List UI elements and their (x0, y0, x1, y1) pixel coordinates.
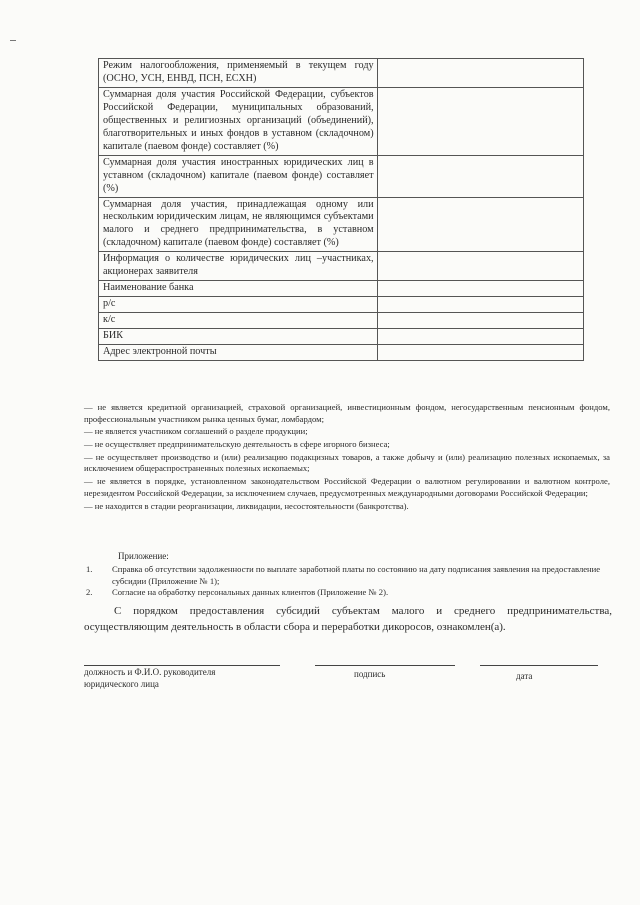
annex-item (84, 587, 610, 599)
field-value-cell[interactable] (377, 87, 583, 155)
date-label: дата (516, 671, 533, 681)
field-label: Суммарная доля участия Российской Федерации, субъектов Российской Федерации, муниципальных образований, общественных и религиозных организаций (объединений), благотворительных и иных фондов в уставном (складочном) капитале (паевом фонде) составляет (%) (99, 87, 378, 155)
field-value-cell[interactable] (377, 252, 583, 281)
annex-item-text: Справка об отсутствии задолженности по выплате заработной платы по состоянию на дату подписания заявления на предоставление субсидии (Приложение № 1); (112, 564, 601, 586)
table-row (99, 297, 584, 313)
table-row (99, 87, 584, 155)
declaration-item: — не находится в стадии реорганизации, ликвидации, несостоятельности (банкротства). (84, 500, 409, 511)
table-row (99, 197, 584, 252)
annex-item (84, 564, 610, 587)
field-value-cell[interactable] (377, 155, 583, 197)
declaration-item: — не является кредитной организацией, страховой организацией, инвестиционным фондом, негосударственным пенсионным фондом, профессиональным участником рынка ценных бумаг, ломбардом; (84, 402, 610, 424)
field-value-cell[interactable] (377, 281, 583, 297)
annex-item-text: Согласие на обработку персональных данных клиентов (Приложение № 2). (112, 587, 389, 598)
field-value-cell[interactable] (377, 313, 583, 329)
position-name-label: должность и Ф.И.О. руководителя юридического лица (84, 667, 216, 689)
declaration-item: — не осуществляет предпринимательскую деятельность в сфере игорного бизнеса; (84, 439, 390, 450)
annex-item-number: 2. (86, 587, 93, 598)
applicant-info-table (98, 58, 584, 361)
declaration-item: — не осуществляет производство и (или) реализацию подакцизных товаров, а также добычу и (или) реализацию полезных ископаемых, за исключением общераспространенных полезных ископаемых; (84, 451, 610, 474)
table-row (99, 155, 584, 197)
field-label: БИК (99, 329, 378, 345)
table-row (99, 329, 584, 345)
date-line[interactable] (480, 665, 598, 666)
field-label: Наименование банка (99, 281, 378, 297)
declaration-item: — не является в порядке, установленном законодательством Российской Федерации о валютном регулировании и валютном контроле, нерезидентом Российской Федерации, за исключением случаев, предусмотренных международными договорами Российской Федерации; (84, 476, 610, 498)
field-label: Суммарная доля участия иностранных юридических лиц в уставном (складочном) капитале (паевом фонде) составляет (%) (99, 155, 378, 197)
field-value-cell[interactable] (377, 297, 583, 313)
table-row (99, 313, 584, 329)
scan-speck (10, 40, 16, 41)
table-row (99, 252, 584, 281)
table-row (99, 345, 584, 361)
table-row (99, 59, 584, 88)
position-signature-line[interactable] (84, 665, 280, 666)
field-label: р/с (99, 297, 378, 313)
signature-label: подпись (354, 669, 386, 679)
field-value-cell[interactable] (377, 345, 583, 361)
annex-title: Приложение: (118, 551, 169, 561)
annex-list (84, 564, 610, 599)
field-label: к/с (99, 313, 378, 329)
applicant-declarations (84, 402, 610, 513)
declaration-item: — не является участником соглашений о разделе продукции; (84, 426, 308, 437)
field-label: Суммарная доля участия, принадлежащая одному или нескольким юридическим лицам, не являющимся субъектами малого и среднего предпринимательства, в уставном (складочном) капитале (паевом фонде) составляет (%) (99, 197, 378, 252)
field-value-cell[interactable] (377, 59, 583, 88)
field-value-cell[interactable] (377, 197, 583, 252)
field-label: Режим налогообложения, применяемый в текущем году (ОСНО, УСН, ЕНВД, ПСН, ЕСХН) (99, 59, 378, 88)
annex-item-number: 1. (86, 564, 93, 574)
field-label: Информация о количестве юридических лиц –участниках, акционерах заявителя (99, 252, 378, 281)
signature-line[interactable] (315, 665, 455, 666)
field-label: Адрес электронной почты (99, 345, 378, 361)
table-row (99, 281, 584, 297)
field-value-cell[interactable] (377, 329, 583, 345)
acknowledgement-statement: С порядком предоставления субсидий субъектам малого и среднего предпринимательства, осуществляющим деятельность в области сбора и переработки дикоросов, ознакомлен(а). (84, 605, 612, 633)
